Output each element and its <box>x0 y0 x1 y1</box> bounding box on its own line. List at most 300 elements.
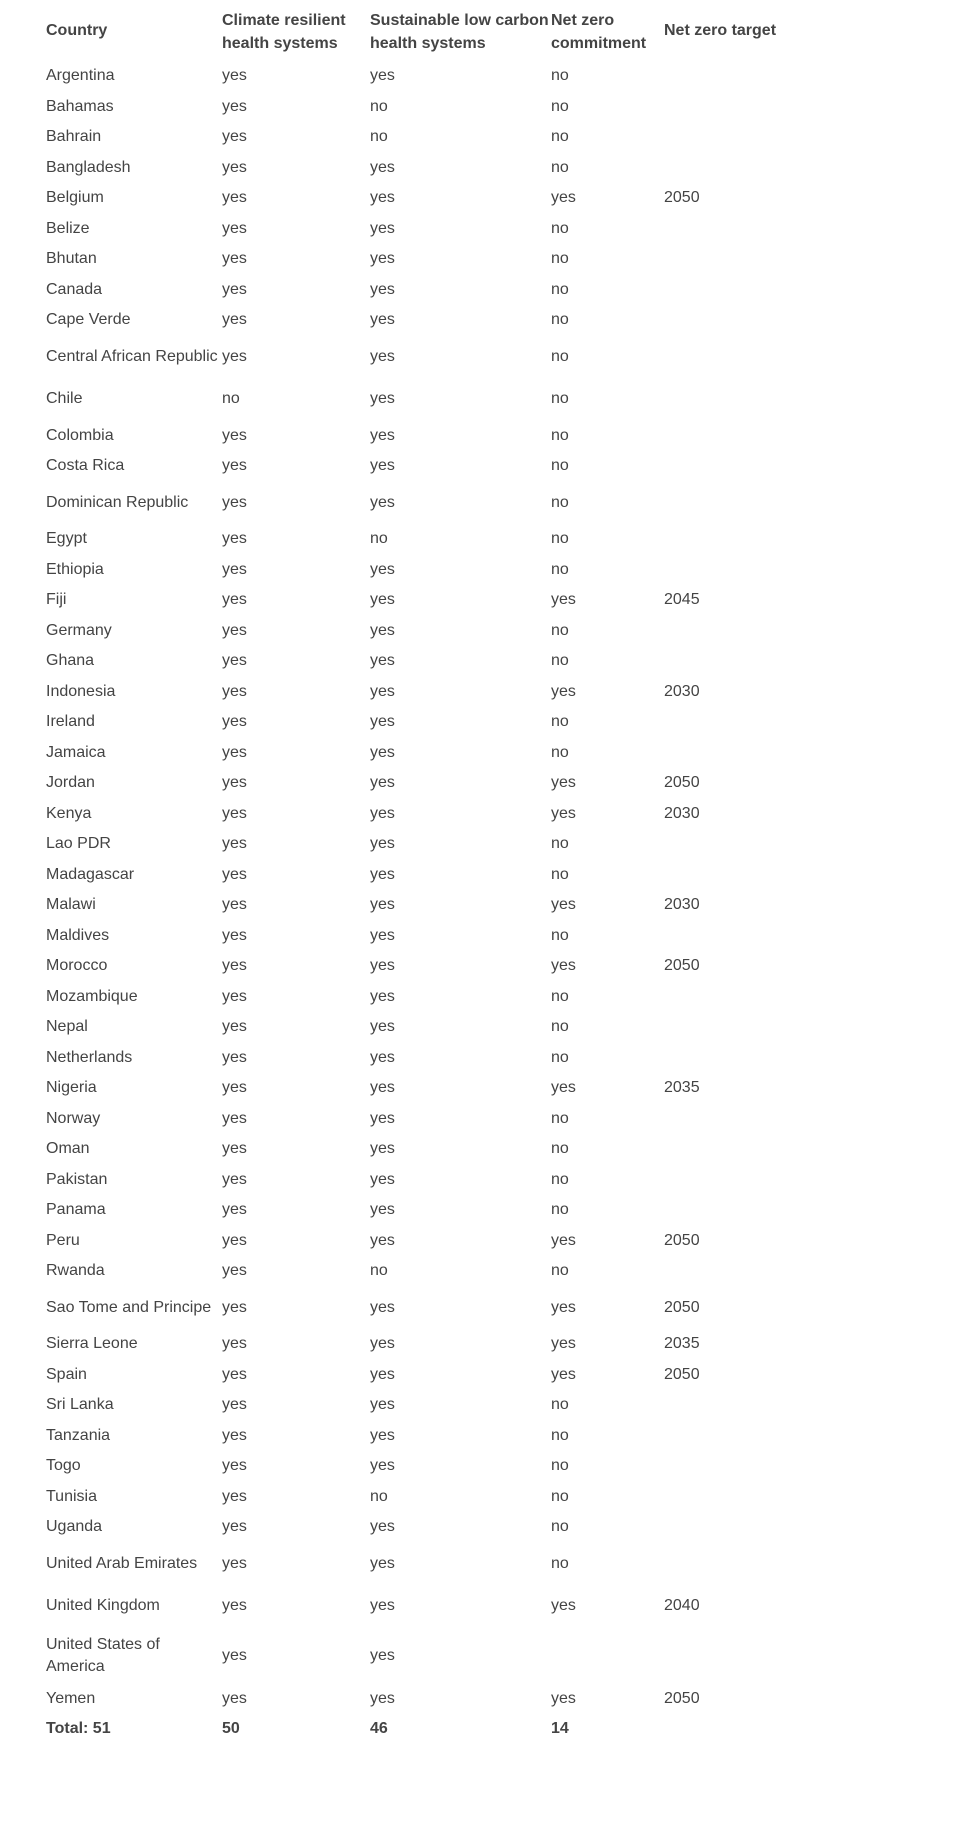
table-row <box>46 1012 780 1043</box>
cell-country: Sierra Leone <box>46 1335 138 1353</box>
cell-commitment: yes <box>551 591 576 609</box>
cell-commitment: no <box>551 347 569 365</box>
cell-country: Costa Rica <box>46 457 125 475</box>
cell-resilient: yes <box>222 1396 247 1414</box>
table-row <box>46 1329 780 1360</box>
cell-low-carbon: no <box>370 1262 388 1280</box>
total-row <box>46 1714 780 1744</box>
cell-country: Jordan <box>46 774 95 792</box>
cell-target: 2030 <box>664 682 700 700</box>
total-commitment: 14 <box>551 1720 569 1737</box>
cell-resilient: yes <box>222 1048 247 1066</box>
cell-low-carbon: yes <box>370 1597 395 1615</box>
table-row <box>46 1195 780 1226</box>
cell-country: Canada <box>46 280 103 298</box>
cell-country: Nepal <box>46 1018 88 1036</box>
cell-low-carbon: yes <box>370 1426 395 1444</box>
header-row <box>46 5 780 61</box>
cell-low-carbon: yes <box>370 158 395 176</box>
cell-commitment: no <box>551 1457 569 1475</box>
cell-country: Pakistan <box>46 1170 108 1188</box>
cell-target <box>664 1043 780 1074</box>
cell-commitment: no <box>551 926 569 944</box>
table-row <box>46 336 780 379</box>
cell-low-carbon: yes <box>370 987 395 1005</box>
cell-country: Colombia <box>46 426 114 444</box>
cell-low-carbon: yes <box>370 804 395 822</box>
cell-resilient: yes <box>222 493 247 511</box>
cell-commitment: no <box>551 1109 569 1127</box>
table-row <box>46 214 780 245</box>
table-row <box>46 799 780 830</box>
cell-target <box>664 1628 780 1684</box>
cell-commitment: no <box>551 426 569 444</box>
cell-resilient: yes <box>222 1170 247 1188</box>
cell-target <box>664 1012 780 1043</box>
cell-commitment: yes <box>551 189 576 207</box>
cell-target <box>664 616 780 647</box>
cell-target <box>664 1482 780 1513</box>
cell-low-carbon: yes <box>370 713 395 731</box>
table-header <box>46 5 780 61</box>
cell-country: United States of America <box>46 1635 160 1675</box>
cell-target <box>664 244 780 275</box>
table-row <box>46 524 780 555</box>
cell-country: Mozambique <box>46 987 138 1005</box>
cell-commitment: yes <box>551 957 576 975</box>
cell-commitment: yes <box>551 1335 576 1353</box>
cell-low-carbon: yes <box>370 1140 395 1158</box>
cell-resilient: yes <box>222 835 247 853</box>
table-row <box>46 1134 780 1165</box>
cell-commitment: yes <box>551 896 576 914</box>
cell-country: Lao PDR <box>46 835 111 853</box>
table-row <box>46 451 780 482</box>
cell-country: Sri Lanka <box>46 1396 114 1414</box>
cell-country: Belize <box>46 219 90 237</box>
table-row <box>46 738 780 769</box>
cell-country: Bangladesh <box>46 158 131 176</box>
cell-resilient: yes <box>222 1426 247 1444</box>
table-row <box>46 860 780 891</box>
table-row <box>46 951 780 982</box>
cell-target <box>664 860 780 891</box>
cell-commitment: no <box>551 1554 569 1572</box>
cell-country: Cape Verde <box>46 311 131 329</box>
cell-commitment: no <box>551 1262 569 1280</box>
cell-country: Bahrain <box>46 128 102 146</box>
table-row <box>46 1451 780 1482</box>
cell-target: 2050 <box>664 1689 700 1707</box>
cell-low-carbon: yes <box>370 560 395 578</box>
cell-target <box>664 1195 780 1226</box>
cell-target <box>664 482 780 525</box>
cell-resilient: yes <box>222 1487 247 1505</box>
cell-country: Rwanda <box>46 1262 105 1280</box>
cell-commitment: no <box>551 67 569 85</box>
cell-resilient: yes <box>222 1079 247 1097</box>
cell-target <box>664 305 780 336</box>
cell-resilient: yes <box>222 896 247 914</box>
cell-resilient: yes <box>222 591 247 609</box>
cell-low-carbon: yes <box>370 1365 395 1383</box>
cell-commitment: no <box>551 621 569 639</box>
cell-commitment: yes <box>551 1597 576 1615</box>
cell-commitment: yes <box>551 1689 576 1707</box>
cell-country: Nigeria <box>46 1079 97 1097</box>
table-row <box>46 677 780 708</box>
cell-low-carbon: yes <box>370 311 395 329</box>
table-row <box>46 585 780 616</box>
cell-resilient: no <box>222 390 240 408</box>
header-climate-resilient: Climate resilient health systems <box>222 12 346 52</box>
cell-target: 2035 <box>664 1079 700 1097</box>
table-row <box>46 555 780 586</box>
cell-resilient: yes <box>222 158 247 176</box>
table-row <box>46 421 780 452</box>
cell-resilient: yes <box>222 652 247 670</box>
table-footer <box>46 1714 780 1744</box>
table-row <box>46 244 780 275</box>
cell-target: 2050 <box>664 189 700 207</box>
cell-low-carbon: no <box>370 530 388 548</box>
cell-commitment: no <box>551 311 569 329</box>
cell-country: Belgium <box>46 189 104 207</box>
cell-resilient: yes <box>222 311 247 329</box>
cell-target <box>664 707 780 738</box>
cell-low-carbon: yes <box>370 1518 395 1536</box>
cell-target <box>664 275 780 306</box>
cell-resilient: yes <box>222 1554 247 1572</box>
cell-target <box>664 214 780 245</box>
table-row <box>46 378 780 421</box>
table-row <box>46 61 780 92</box>
table-row <box>46 1512 780 1543</box>
cell-resilient: yes <box>222 457 247 475</box>
cell-target <box>664 524 780 555</box>
cell-commitment: no <box>551 865 569 883</box>
cell-country: Germany <box>46 621 112 639</box>
cell-low-carbon: yes <box>370 250 395 268</box>
cell-commitment: no <box>551 128 569 146</box>
total-resilient: 50 <box>222 1720 240 1737</box>
cell-target: 2030 <box>664 804 700 822</box>
table-row <box>46 921 780 952</box>
cell-low-carbon: yes <box>370 1201 395 1219</box>
cell-target: 2050 <box>664 774 700 792</box>
cell-resilient: yes <box>222 1231 247 1249</box>
cell-country: Peru <box>46 1231 80 1249</box>
cell-resilient: yes <box>222 97 247 115</box>
table-row <box>46 1165 780 1196</box>
cell-resilient: yes <box>222 1109 247 1127</box>
table-row <box>46 1287 780 1330</box>
cell-commitment: no <box>551 280 569 298</box>
cell-target <box>664 1134 780 1165</box>
cell-low-carbon: yes <box>370 1689 395 1707</box>
table-row <box>46 616 780 647</box>
cell-target <box>664 555 780 586</box>
table-row <box>46 1684 780 1715</box>
cell-commitment: no <box>551 1048 569 1066</box>
cell-commitment: no <box>551 219 569 237</box>
cell-low-carbon: yes <box>370 621 395 639</box>
cell-target: 2050 <box>664 957 700 975</box>
table-row <box>46 122 780 153</box>
cell-commitment <box>551 1628 664 1684</box>
cell-resilient: yes <box>222 987 247 1005</box>
cell-commitment: yes <box>551 804 576 822</box>
cell-commitment: no <box>551 1170 569 1188</box>
cell-target <box>664 982 780 1013</box>
cell-commitment: no <box>551 1518 569 1536</box>
cell-commitment: no <box>551 1426 569 1444</box>
table-row <box>46 1226 780 1257</box>
table-row <box>46 1390 780 1421</box>
header-net-zero-commitment: Net zero commitment <box>551 12 647 52</box>
cell-country: Argentina <box>46 67 115 85</box>
cell-target <box>664 921 780 952</box>
cell-target: 2035 <box>664 1335 700 1353</box>
table-row <box>46 1628 780 1684</box>
header-country: Country <box>46 22 108 39</box>
cell-target: 2045 <box>664 591 700 609</box>
cell-resilient: yes <box>222 1298 247 1316</box>
table-row <box>46 153 780 184</box>
cell-country: Chile <box>46 390 83 408</box>
cell-country: Kenya <box>46 804 92 822</box>
cell-commitment: no <box>551 1201 569 1219</box>
table-row <box>46 1585 780 1628</box>
cell-low-carbon: yes <box>370 957 395 975</box>
cell-country: Dominican Republic <box>46 493 189 511</box>
cell-low-carbon: yes <box>370 189 395 207</box>
cell-target <box>664 1512 780 1543</box>
cell-target: 2040 <box>664 1597 700 1615</box>
cell-commitment: no <box>551 987 569 1005</box>
cell-low-carbon: yes <box>370 896 395 914</box>
cell-commitment: no <box>551 560 569 578</box>
cell-low-carbon: yes <box>370 1298 395 1316</box>
table-row <box>46 183 780 214</box>
cell-commitment: no <box>551 158 569 176</box>
table-row <box>46 646 780 677</box>
cell-low-carbon: yes <box>370 280 395 298</box>
cell-target <box>664 1165 780 1196</box>
cell-low-carbon: yes <box>370 743 395 761</box>
cell-country: Netherlands <box>46 1048 133 1066</box>
cell-resilient: yes <box>222 347 247 365</box>
cell-country: Ireland <box>46 713 95 731</box>
cell-low-carbon: yes <box>370 457 395 475</box>
cell-low-carbon: yes <box>370 390 395 408</box>
total-low-carbon: 46 <box>370 1720 388 1737</box>
cell-low-carbon: yes <box>370 1079 395 1097</box>
cell-low-carbon: yes <box>370 1457 395 1475</box>
cell-country: Egypt <box>46 530 87 548</box>
cell-commitment: yes <box>551 682 576 700</box>
cell-resilient: yes <box>222 1646 247 1664</box>
cell-commitment: no <box>551 713 569 731</box>
cell-country: Yemen <box>46 1689 96 1707</box>
cell-commitment: no <box>551 1396 569 1414</box>
commitments-table <box>46 5 780 1744</box>
cell-target <box>664 1104 780 1135</box>
table-row <box>46 1043 780 1074</box>
cell-target <box>664 122 780 153</box>
cell-low-carbon: yes <box>370 1170 395 1188</box>
cell-resilient: yes <box>222 1457 247 1475</box>
cell-resilient: yes <box>222 1201 247 1219</box>
cell-country: Tanzania <box>46 1426 111 1444</box>
cell-target <box>664 61 780 92</box>
cell-country: United Kingdom <box>46 1597 160 1615</box>
cell-target <box>664 1390 780 1421</box>
cell-commitment: no <box>551 250 569 268</box>
cell-resilient: yes <box>222 128 247 146</box>
table-row <box>46 768 780 799</box>
cell-resilient: yes <box>222 1597 247 1615</box>
cell-resilient: yes <box>222 865 247 883</box>
cell-low-carbon: yes <box>370 1048 395 1066</box>
cell-resilient: yes <box>222 1518 247 1536</box>
cell-commitment: yes <box>551 1079 576 1097</box>
cell-commitment: yes <box>551 774 576 792</box>
cell-resilient: yes <box>222 67 247 85</box>
cell-country: Ghana <box>46 652 95 670</box>
cell-commitment: yes <box>551 1365 576 1383</box>
cell-low-carbon: yes <box>370 682 395 700</box>
cell-resilient: yes <box>222 621 247 639</box>
cell-target <box>664 1543 780 1586</box>
cell-low-carbon: yes <box>370 347 395 365</box>
table-row <box>46 890 780 921</box>
cell-target <box>664 1421 780 1452</box>
cell-target: 2030 <box>664 896 700 914</box>
cell-commitment: no <box>551 1487 569 1505</box>
table-row <box>46 1256 780 1287</box>
cell-commitment: no <box>551 835 569 853</box>
cell-low-carbon: yes <box>370 835 395 853</box>
table-row <box>46 482 780 525</box>
cell-country: Indonesia <box>46 682 116 700</box>
cell-resilient: yes <box>222 250 247 268</box>
cell-target <box>664 646 780 677</box>
cell-low-carbon: yes <box>370 865 395 883</box>
cell-commitment: no <box>551 1140 569 1158</box>
cell-country: Bahamas <box>46 97 114 115</box>
cell-target <box>664 829 780 860</box>
cell-resilient: yes <box>222 560 247 578</box>
cell-country: Spain <box>46 1365 87 1383</box>
cell-resilient: yes <box>222 219 247 237</box>
total-country: Total: 51 <box>46 1720 111 1737</box>
cell-resilient: yes <box>222 682 247 700</box>
cell-low-carbon: yes <box>370 926 395 944</box>
cell-country: Maldives <box>46 926 110 944</box>
cell-country: Central African Republic <box>46 347 218 365</box>
cell-country: Norway <box>46 1109 101 1127</box>
table-row <box>46 1360 780 1391</box>
cell-commitment: no <box>551 652 569 670</box>
cell-resilient: yes <box>222 189 247 207</box>
cell-country: Bhutan <box>46 250 97 268</box>
cell-low-carbon: yes <box>370 774 395 792</box>
cell-low-carbon: yes <box>370 1554 395 1572</box>
cell-low-carbon: no <box>370 128 388 146</box>
cell-commitment: no <box>551 390 569 408</box>
table-row <box>46 829 780 860</box>
table-row <box>46 1421 780 1452</box>
cell-target <box>664 451 780 482</box>
total-target <box>664 1714 780 1744</box>
cell-resilient: yes <box>222 713 247 731</box>
cell-target <box>664 1451 780 1482</box>
cell-resilient: yes <box>222 1365 247 1383</box>
cell-commitment: no <box>551 743 569 761</box>
cell-country: Sao Tome and Principe <box>46 1298 212 1316</box>
cell-resilient: yes <box>222 1262 247 1280</box>
table-row <box>46 707 780 738</box>
table-row <box>46 1073 780 1104</box>
cell-country: Togo <box>46 1457 81 1475</box>
cell-low-carbon: no <box>370 97 388 115</box>
cell-country: Oman <box>46 1140 90 1158</box>
cell-target <box>664 421 780 452</box>
cell-resilient: yes <box>222 1140 247 1158</box>
cell-country: Ethiopia <box>46 560 104 578</box>
cell-low-carbon: yes <box>370 1396 395 1414</box>
table-row <box>46 1482 780 1513</box>
cell-low-carbon: yes <box>370 1335 395 1353</box>
cell-country: Jamaica <box>46 743 106 761</box>
cell-country: Tunisia <box>46 1487 97 1505</box>
table-row <box>46 305 780 336</box>
cell-target <box>664 336 780 379</box>
cell-low-carbon: yes <box>370 1231 395 1249</box>
cell-commitment: no <box>551 97 569 115</box>
cell-commitment: yes <box>551 1231 576 1249</box>
cell-low-carbon: yes <box>370 1646 395 1664</box>
header-low-carbon: Sustainable low carbon health systems <box>370 12 549 52</box>
cell-low-carbon: yes <box>370 219 395 237</box>
table-row <box>46 1543 780 1586</box>
cell-resilient: yes <box>222 426 247 444</box>
cell-low-carbon: yes <box>370 1018 395 1036</box>
cell-commitment: no <box>551 530 569 548</box>
cell-low-carbon: yes <box>370 1109 395 1127</box>
table-row <box>46 92 780 123</box>
cell-resilient: yes <box>222 804 247 822</box>
cell-country: United Arab Emirates <box>46 1554 198 1572</box>
cell-target: 2050 <box>664 1365 700 1383</box>
cell-resilient: yes <box>222 1335 247 1353</box>
cell-commitment: no <box>551 457 569 475</box>
cell-resilient: yes <box>222 280 247 298</box>
cell-country: Morocco <box>46 957 108 975</box>
cell-low-carbon: yes <box>370 652 395 670</box>
cell-target: 2050 <box>664 1298 700 1316</box>
table-row <box>46 1104 780 1135</box>
cell-resilient: yes <box>222 926 247 944</box>
cell-resilient: yes <box>222 774 247 792</box>
table-row <box>46 982 780 1013</box>
header-net-zero-target: Net zero target <box>664 22 777 39</box>
cell-target: 2050 <box>664 1231 700 1249</box>
cell-country: Panama <box>46 1201 106 1219</box>
cell-country: Fiji <box>46 591 67 609</box>
cell-low-carbon: yes <box>370 426 395 444</box>
